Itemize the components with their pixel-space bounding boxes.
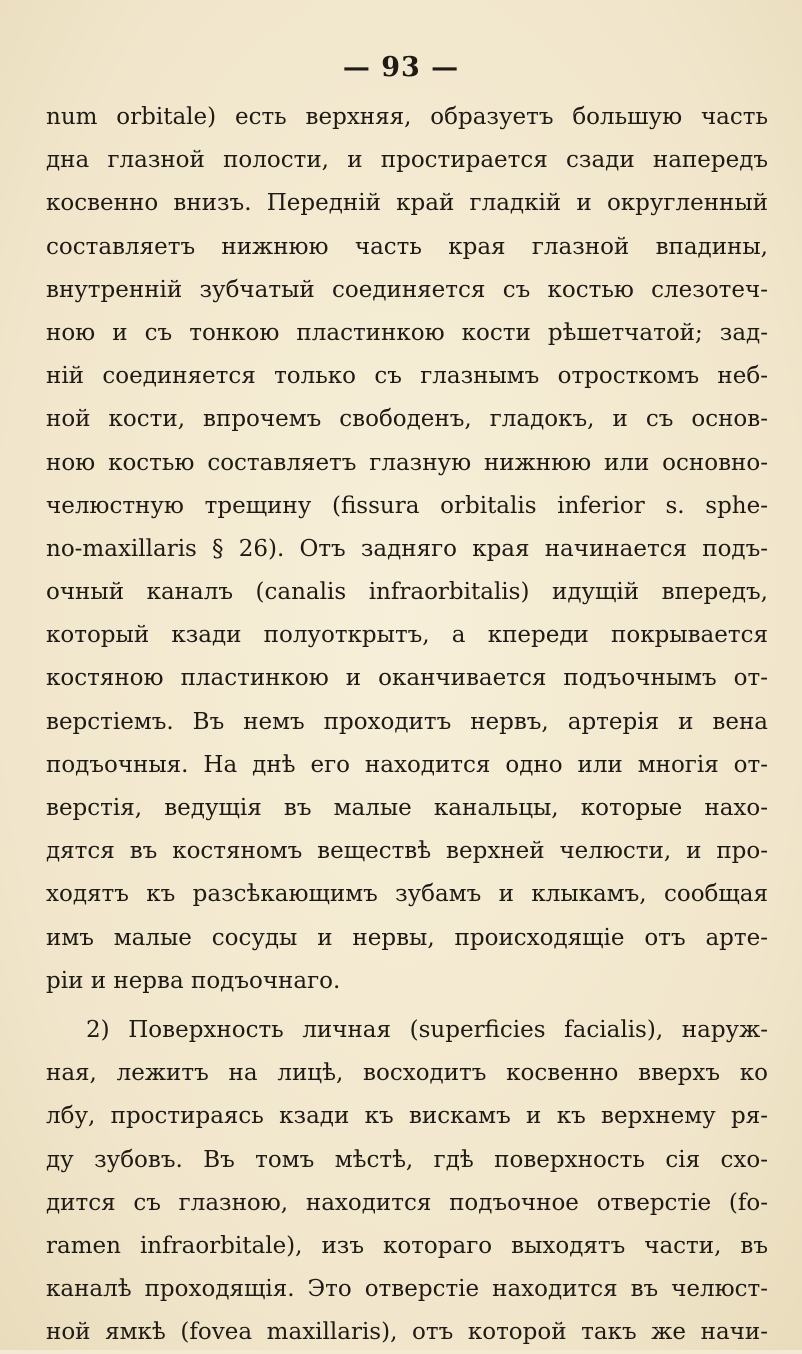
text-line: ная, лежитъ на лицѣ, восходитъ косвенно вверхъ ко [46,1060,768,1087]
page-number: — 93 — [342,52,460,83]
text-line: верстія, ведущія въ малые канальцы, которые нахо- [46,795,768,821]
text-line: дна глазной полости, и простирается сзади напередъ [46,147,768,174]
text-line: no-maxillaris § 26). Отъ задняго края начинается подъ- [46,535,768,562]
text-line: ною и съ тонкою пластинкою кости рѣшетчатой; зад- [46,319,768,346]
body-text [46,96,768,1354]
text-line: каналѣ проходящія. Это отверстіе находится въ челюст- [46,1276,768,1303]
text-line: дится съ глазною, находится подъочное отверстіе (fo- [46,1189,768,1216]
text-line: ній соединяется только съ глазнымъ отросткомъ неб- [46,363,768,390]
text-line: имъ малые сосуды и нервы, происходящіе отъ арте- [46,924,768,951]
paragraph-1 [46,96,768,1003]
text-line: подъочныя. На днѣ его находится одно или многія от- [46,751,768,778]
text-line: ду зубовъ. Въ томъ мѣстѣ, гдѣ поверхность сія схо- [46,1146,768,1173]
text-line: косвенно внизъ. Передній край гладкій и округленный [46,190,768,217]
text-line: ріи и нерва подъочнаго. [46,967,341,994]
text-line: ной ямкѣ (fovea maxillaris), отъ которой такъ же начи- [46,1319,768,1346]
text-line: челюстную трещину (fissura orbitalis inferior s. sphe- [46,492,768,519]
text-line: костяною пластинкою и оканчивается подъочнымъ от- [46,665,768,692]
text-line: который кзади полуоткрытъ, а кпереди покрывается [46,622,768,649]
text-line: дятся въ костяномъ веществѣ верхней челюсти, и про- [46,838,768,865]
paragraph-2 [46,1009,768,1354]
text-line: внутренній зубчатый соединяется съ костью слезотеч- [46,276,768,303]
text-line: составляетъ нижнюю часть края глазной впадины, [46,233,768,260]
text-line: верстіемъ. Въ немъ проходитъ нервъ, артерія и вена [46,708,768,735]
text-line: ходятъ къ разсѣкающимъ зубамъ и клыкамъ, сообщая [46,881,768,908]
text-line: ramen infraorbitale), изъ котораго выходятъ части, въ [46,1232,768,1259]
text-line: ною костью составляетъ глазную нижнюю или основно- [46,449,768,476]
text-line: очный каналъ (canalis infraorbitalis) идущій впередъ, [46,579,768,606]
text-line: num orbitale) есть верхняя, образуетъ большую часть [46,104,768,130]
text-line: лбу, простираясь кзади къ вискамъ и къ верхнему ря- [46,1103,768,1130]
text-line: ной кости, впрочемъ свободенъ, гладокъ, и съ основ- [46,406,768,433]
text-line: 2) Поверхность личная (superficies facialis), наруж- [86,1016,768,1043]
